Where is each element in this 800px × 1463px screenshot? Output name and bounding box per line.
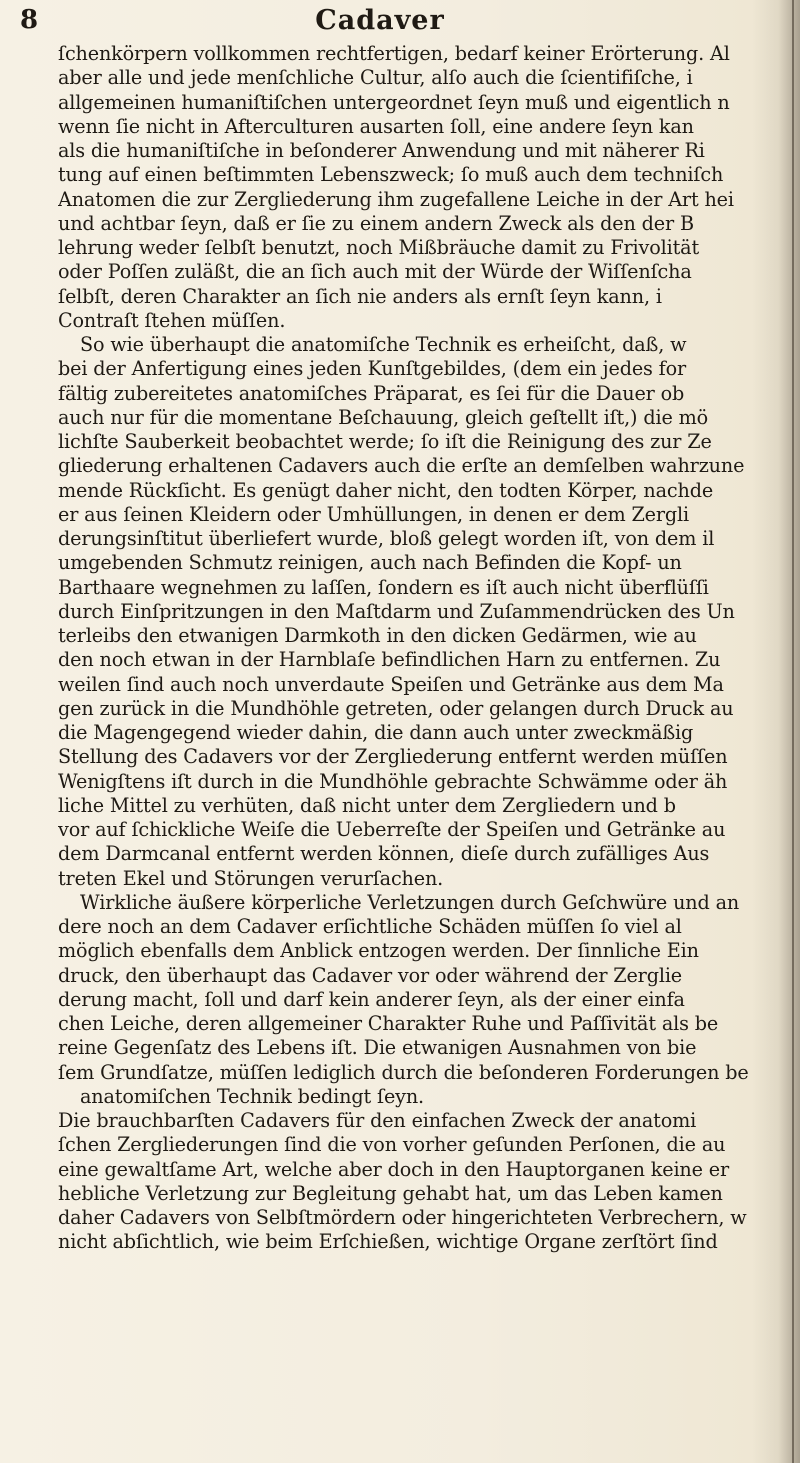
text-line: aber alle und jede menſchliche Cultur, alſo auch die ſcientifiſche, i (58, 66, 693, 90)
text-line: So wie überhaupt die anatomiſche Technik es erheiſcht, daß, w (80, 333, 687, 356)
page-number: 8 (20, 5, 39, 35)
text-line: dem Darmcanal entfernt werden können, dieſe durch zufälliges Aus (58, 842, 710, 866)
page-header (20, 2, 740, 38)
text-line: Contraſt ſtehen müſſen. (58, 308, 286, 332)
text-line: liche Mittel zu verhüten, daß nicht unter dem Zergliedern und b (58, 793, 676, 817)
text-line: allgemeinen humaniſtiſchen untergeordnet ſeyn muß und eigentlich n (58, 90, 730, 114)
text-line: er aus ſeinen Kleidern oder Umhüllungen, in denen er dem Zergli (58, 502, 690, 526)
text-line: ſchen Zergliederungen ſind die von vorher geſunden Perſonen, die au (58, 1133, 726, 1157)
text-line: eine gewaltſame Art, welche aber doch in den Hauptorganen keine er (58, 1157, 730, 1181)
text-line: Barthaare wegnehmen zu laſſen, ſondern es iſt auch nicht überflüſſi (58, 575, 709, 599)
text-line: gliederung erhaltenen Cadavers auch die erſte an demſelben wahrzune (58, 454, 745, 478)
text-line: derung macht, ſoll und darf kein anderer ſeyn, als der einer einfa (58, 987, 685, 1011)
text-line: umgebenden Schmutz reinigen, auch nach Befinden die Kopf- un (58, 551, 682, 575)
text-line: dere noch an dem Cadaver erſichtliche Schäden müſſen ſo viel al (58, 915, 682, 938)
text-line: Wirkliche äußere körperliche Verletzungen durch Geſchwüre und an (80, 890, 740, 914)
text-line: wenn ſie nicht in Afterculturen ausarten ſoll, eine andere ſeyn kan (58, 114, 694, 138)
text-line: nicht abſichtlich, wie beim Erſchießen, wichtige Organe zerſtört ſind (58, 1230, 718, 1254)
text-line: terleibs den etwanigen Darmkoth in den dicken Gedärmen, wie au (58, 624, 697, 647)
text-line: anatomiſchen Technik bedingt ſeyn. (80, 1084, 424, 1108)
text-line: gen zurück in die Mundhöhle getreten, oder gelangen durch Druck au (58, 696, 734, 720)
text-line: Die brauchbarſten Cadavers für den einfachen Zweck der anatomi (58, 1109, 697, 1132)
text-line: Anatomen die zur Zergliederung ihm zugefallene Leiche in der Art hei (58, 187, 734, 211)
text-line: ſem Grundſatze, müſſen lediglich durch die beſonderen Forderungen be (58, 1060, 749, 1084)
text-line: weilen ſind auch noch unverdaute Speiſen und Getränke aus dem Ma (58, 672, 724, 696)
text-line: lichſte Sauberkeit beobachtet werde; ſo iſt die Reinigung des zur Ze (58, 430, 712, 453)
text-line: druck, den überhaupt das Cadaver vor oder während der Zerglie (58, 963, 683, 987)
text-line: derungsinſtitut überliefert wurde, bloß gelegt worden iſt, von dem il (58, 527, 715, 550)
page-edge-line (792, 0, 794, 1463)
running-head: Cadaver (315, 4, 445, 36)
text-line: mende Rückſicht. Es genügt daher nicht, den todten Körper, nachde (58, 478, 714, 502)
text-line: Stellung des Cadavers vor der Zergliederung entfernt werden müſſen (58, 745, 728, 769)
text-line: den noch etwan in der Harnblaſe befindlichen Harn zu entfernen. Zu (58, 648, 721, 672)
text-line: treten Ekel und Störungen verurſachen. (58, 866, 444, 890)
text-line: die Magengegend wieder dahin, die dann auch unter zweckmäßig (58, 721, 694, 744)
text-line: hebliche Verletzung zur Begleitung gehabt hat, um das Leben kamen (58, 1181, 723, 1205)
text-line: als die humaniſtiſche in beſonderer Anwendung und mit näherer Ri (58, 139, 705, 162)
text-line: lehrung weder ſelbſt benutzt, noch Mißbräuche damit zu Frivolität (58, 236, 700, 259)
text-line: vor auf ſchickliche Weiſe die Ueberreſte der Speiſen und Getränke au (58, 818, 726, 841)
text-line: ſchenkörpern vollkommen rechtfertigen, bedarf keiner Erörterung. Al (58, 42, 730, 65)
text-line: daher Cadavers von Selbſtmördern oder hingerichteten Verbrechern, w (58, 1206, 747, 1229)
text-line: reine Gegenſatz des Lebens iſt. Die etwanigen Ausnahmen von bie (58, 1036, 697, 1060)
body-text (58, 42, 758, 1452)
text-line: fältig zubereitetes anatomiſches Präparat, es ſei für die Dauer ob (58, 381, 685, 405)
text-line: durch Einſpritzungen in den Maſtdarm und Zuſammendrücken des Un (58, 599, 735, 623)
text-line: tung auf einen beſtimmten Lebenszweck; ſo muß auch dem techniſch (58, 163, 724, 187)
text-line: chen Leiche, deren allgemeiner Charakter Ruhe und Paſſivität als be (58, 1012, 719, 1035)
text-line: auch nur für die momentane Beſchauung, gleich geſtellt iſt,) die mö (58, 405, 709, 429)
text-line: Wenigſtens iſt durch in die Mundhöhle gebrachte Schwämme oder äh (58, 769, 728, 793)
text-line: und achtbar ſeyn, daß er ſie zu einem andern Zweck als den der B (58, 211, 694, 235)
text-line: oder Poſſen zuläßt, die an ſich auch mit der Würde der Wiſſenſcha (58, 260, 692, 284)
text-line: möglich ebenfalls dem Anblick entzogen werden. Der ſinnliche Ein (58, 939, 699, 963)
text-line: bei der Anfertigung eines jeden Kunſtgebildes, (dem ein jedes for (58, 357, 687, 381)
text-line: ſelbſt, deren Charakter an ſich nie anders als ernſt ſeyn kann, i (58, 284, 662, 308)
